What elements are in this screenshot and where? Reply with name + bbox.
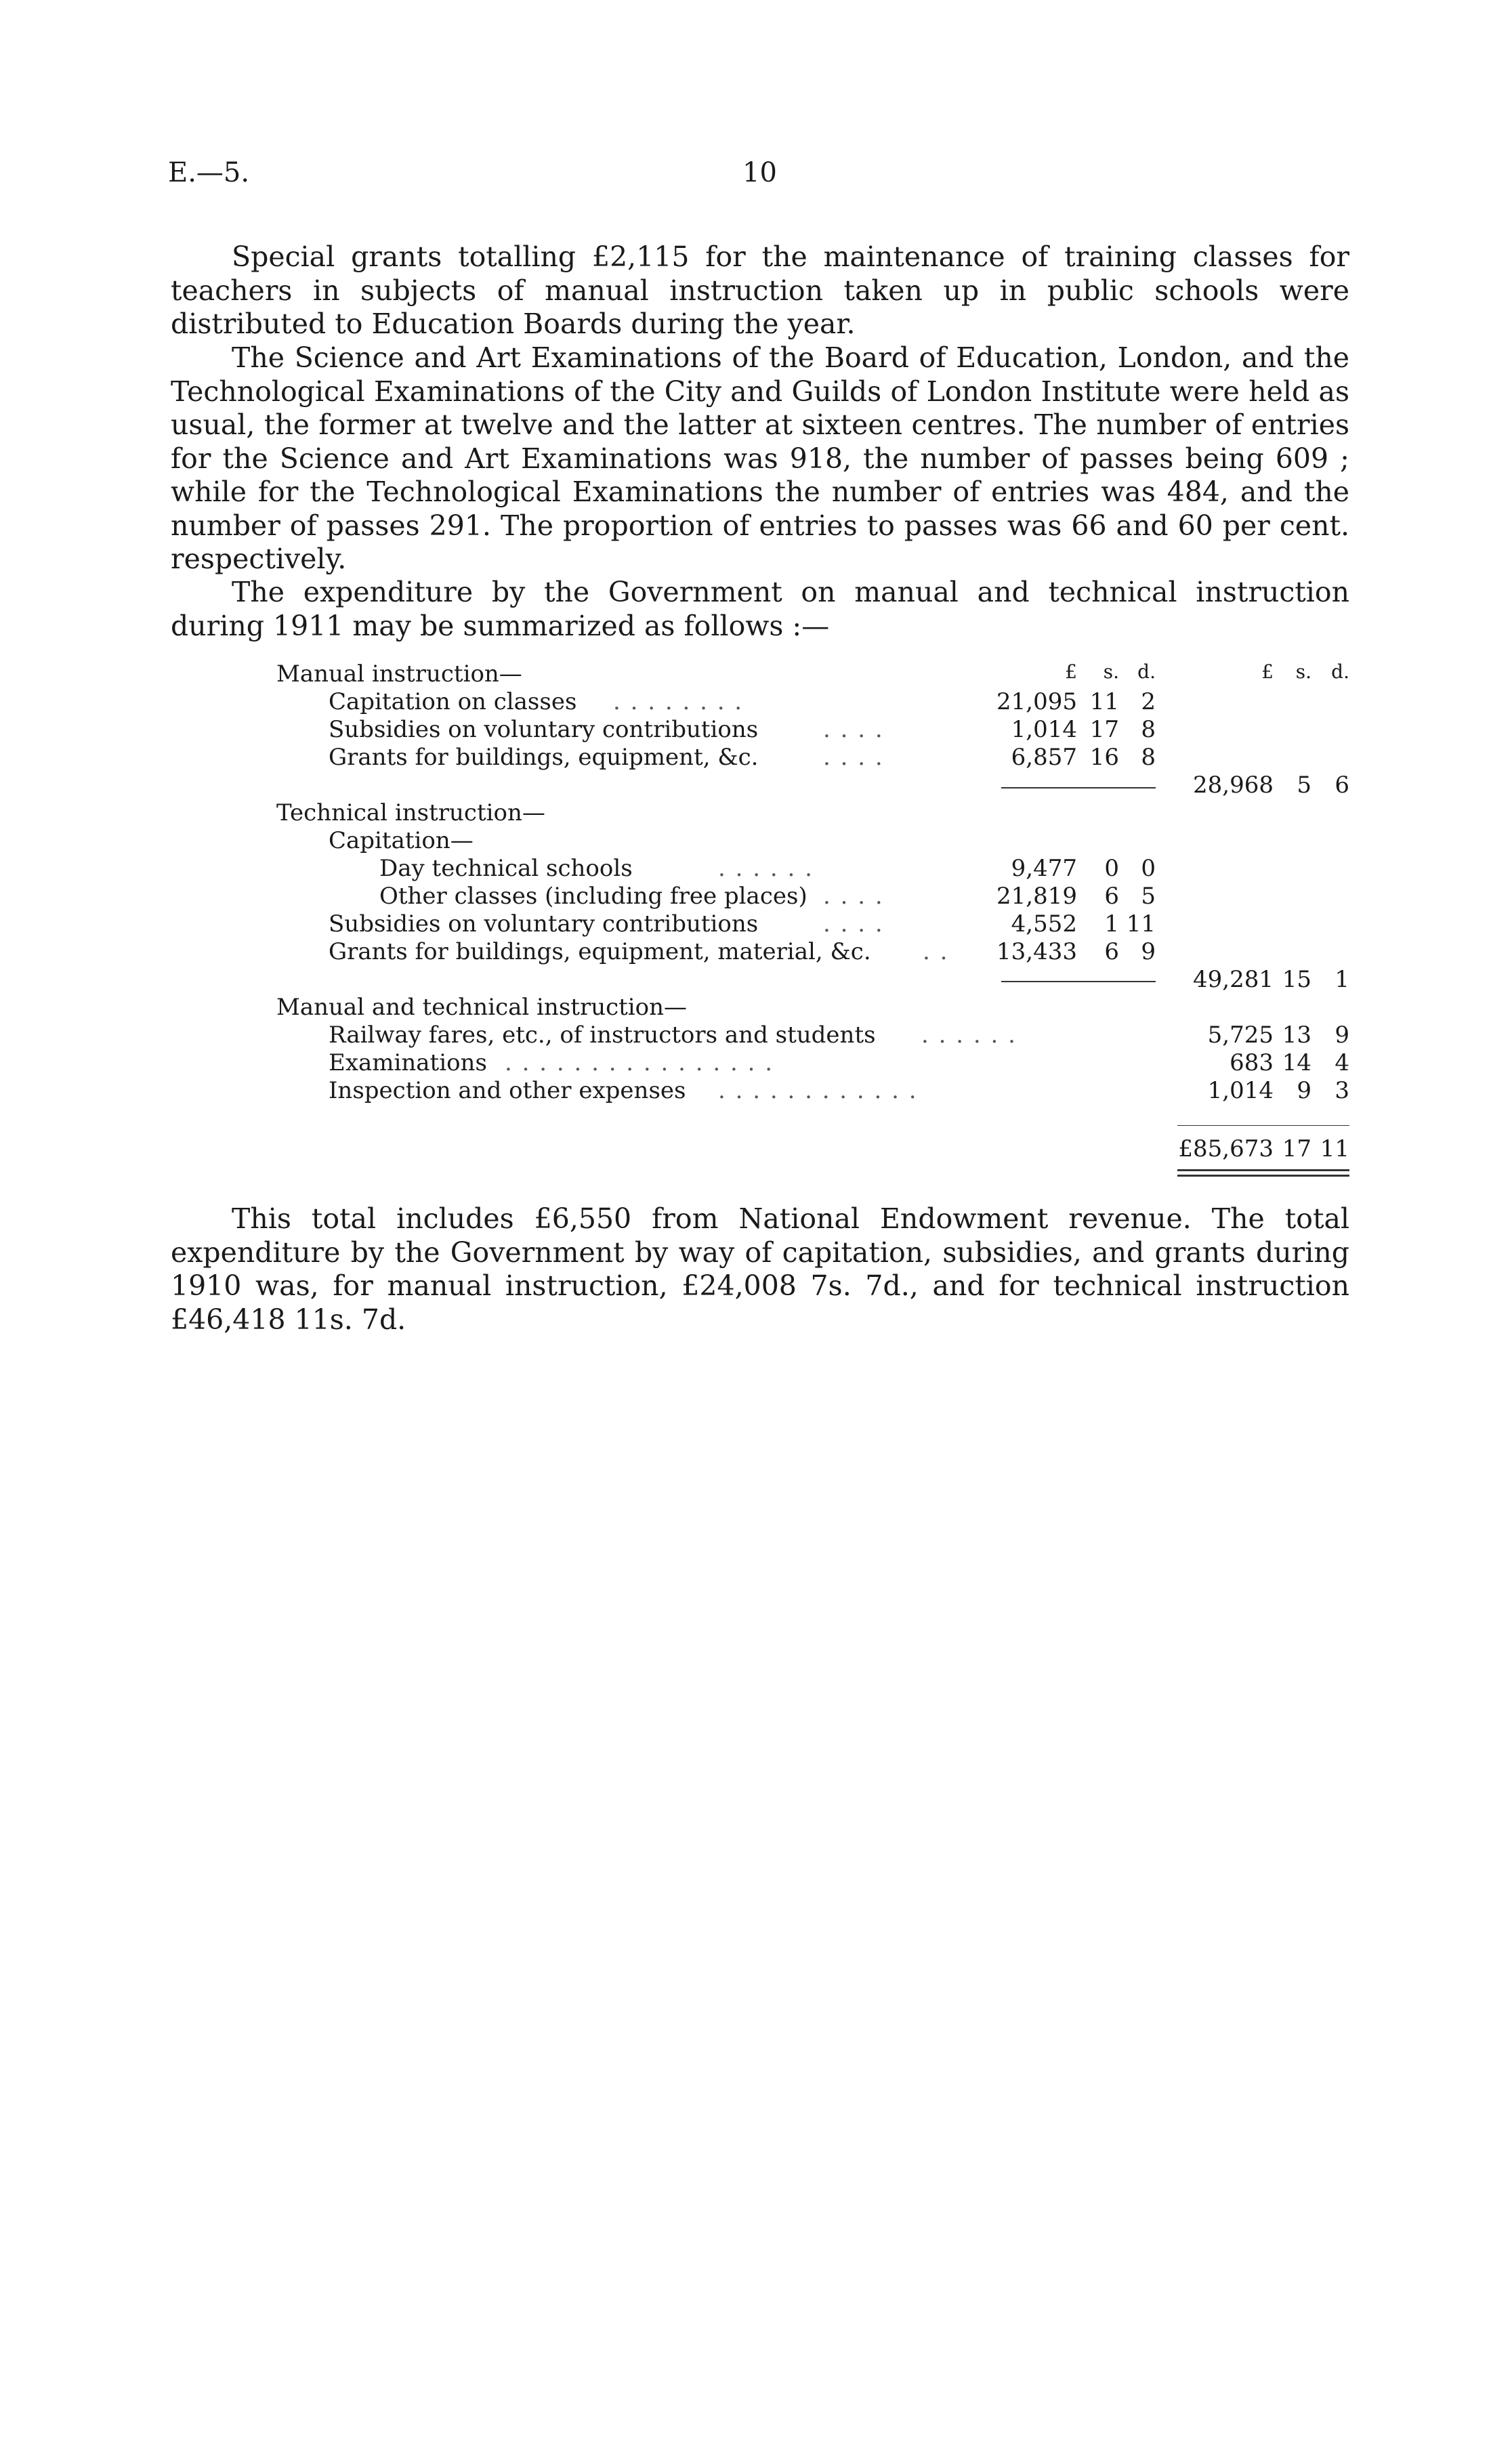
section-heading-manual-and-technical: Manual and technical instruction—: [276, 994, 688, 1021]
subsection-heading-capitation: Capitation—: [329, 827, 474, 854]
amount-pounds: 21,819: [996, 883, 1077, 910]
subtotal-row-manual: [0, 772, 1512, 800]
total-top-rule: [1177, 1125, 1349, 1126]
total-shillings: 17: [1282, 1135, 1311, 1162]
section-heading-technical: Technical instruction—: [276, 799, 545, 826]
row-label: Inspection and other expenses: [329, 1077, 686, 1104]
amount-pounds: 9,477: [1011, 855, 1077, 882]
amount-pounds: 1,014: [1207, 1077, 1274, 1104]
total-double-rule-2: [1177, 1175, 1349, 1177]
row-label: Examinations: [329, 1049, 487, 1076]
amount-shillings: 0: [1104, 855, 1119, 882]
amount-pounds: 5,725: [1207, 1022, 1274, 1049]
amount-pence: 9: [1335, 1022, 1349, 1049]
row-label: Railway fares, etc., of instructors and students: [329, 1022, 876, 1049]
leader-dots: . . . . . . . .: [613, 688, 744, 715]
amount-shillings: 14: [1282, 1049, 1311, 1076]
row-label: Grants for buildings, equipment, &c.: [329, 744, 759, 771]
amount-pounds: 4,552: [1011, 910, 1077, 938]
amount-pence: 5: [1141, 883, 1156, 910]
amount-pounds: 683: [1230, 1049, 1274, 1076]
table-row: [0, 1022, 1512, 1050]
row-label: Capitation on classes: [329, 688, 577, 715]
table-row: [0, 1049, 1512, 1078]
amount-pence: 0: [1141, 855, 1156, 882]
subsection-heading-row: [0, 827, 1512, 856]
table-row: [0, 938, 1512, 967]
document-reference: E.—5.: [168, 157, 250, 188]
row-label: Grants for buildings, equipment, material, &c.: [329, 938, 871, 965]
leader-dots: . . . .: [823, 910, 884, 938]
paragraph-special-grants: Special grants totalling £2,115 for the maintenance of training classes for teachers in subjects of manual instruction taken up in public schools were distributed to Education Boards during the year.: [171, 240, 1349, 340]
page-number: 10: [742, 157, 777, 188]
amount-pence: 9: [1141, 938, 1156, 965]
col-header-pence-total: d.: [1331, 660, 1349, 683]
leader-dots: . . . .: [823, 883, 884, 910]
leader-dots: . . . .: [823, 716, 884, 743]
amount-shillings: 17: [1089, 716, 1119, 743]
table-row: [0, 855, 1512, 883]
amount-pounds: 13,433: [996, 938, 1077, 965]
row-label: Day technical schools: [379, 855, 633, 882]
subtotal-shillings: 15: [1282, 966, 1311, 993]
leader-dots: . .: [923, 938, 949, 965]
amount-shillings: 9: [1297, 1077, 1311, 1104]
amount-pounds: 1,014: [1011, 716, 1077, 743]
row-label: Subsidies on voluntary contributions: [329, 910, 759, 938]
section-heading-row: [0, 799, 1512, 828]
amount-shillings: 11: [1089, 688, 1119, 715]
total-pounds: £85,673: [1178, 1135, 1274, 1162]
col-header-shillings: s.: [1103, 660, 1119, 683]
amount-pounds: 21,095: [996, 688, 1077, 715]
section-heading-manual: Manual instruction—: [276, 660, 522, 688]
table-row: [0, 716, 1512, 744]
col-header-shillings-total: s.: [1295, 660, 1311, 683]
row-label: Subsidies on voluntary contributions: [329, 716, 759, 743]
table-row: [0, 910, 1512, 939]
row-label: Other classes (including free places): [379, 883, 807, 910]
leader-dots: . . . . . . . . . . . . . . . .: [505, 1049, 774, 1076]
amount-pence: 8: [1141, 744, 1156, 771]
amount-pence: 2: [1141, 688, 1156, 715]
section-heading-row: [0, 994, 1512, 1022]
amount-pence: 11: [1126, 910, 1156, 938]
table-row: [0, 744, 1512, 772]
table-row: [0, 1077, 1512, 1106]
amount-pence: 3: [1335, 1077, 1349, 1104]
leader-dots: . . . . . .: [921, 1022, 1017, 1049]
total-double-rule-1: [1177, 1169, 1349, 1171]
amount-shillings: 16: [1089, 744, 1119, 771]
paragraph-examinations: The Science and Art Examinations of the Board of Education, London, and the Technological Examinations of the City and Guilds of London Institute were held as usual, the former at twelve and the latter at sixteen centres. The number of entries for the Science and Art Examinations was 918, the number of passes being 609 ; while for the Technological Examinations the number of entries was 484, and the number of passes 291. The proportion of entries to passes was 66 and 60 per cent. respectively.: [171, 341, 1349, 575]
paragraph-total-includes: This total includes £6,550 from National Endowment revenue. The total expenditure by the Government by way of capitation, subsidies, and grants during 1910 was, for manual instruction, £24,008 7s. 7d., and for technical instruction £46,418 11s. 7d.: [171, 1202, 1349, 1336]
subtotal-pence: 6: [1335, 772, 1349, 799]
col-header-pence: d.: [1137, 660, 1156, 683]
grand-total-row: [0, 1135, 1512, 1164]
subtotal-shillings: 5: [1297, 772, 1311, 799]
amount-pounds: 6,857: [1011, 744, 1077, 771]
col-header-pounds: £: [1065, 660, 1077, 683]
amount-shillings: 1: [1104, 910, 1119, 938]
table-row: [0, 883, 1512, 911]
amount-pence: 8: [1141, 716, 1156, 743]
table-row: [0, 688, 1512, 717]
amount-pence: 4: [1335, 1049, 1349, 1076]
leader-dots: . . . .: [823, 744, 884, 771]
amount-shillings: 6: [1104, 883, 1119, 910]
table-header-row: [0, 660, 1512, 689]
paragraph-expenditure-intro: The expenditure by the Government on manual and technical instruction during 1911 may be summarized as follows :—: [171, 576, 1349, 642]
subtotal-pounds: 28,968: [1193, 772, 1274, 799]
col-header-pounds-total: £: [1261, 660, 1274, 683]
subtotal-row-technical: [0, 966, 1512, 994]
total-pence: 11: [1320, 1135, 1349, 1162]
subtotal-pounds: 49,281: [1193, 966, 1274, 993]
subtotal-pence: 1: [1335, 966, 1349, 993]
amount-shillings: 6: [1104, 938, 1119, 965]
leader-dots: . . . . . . . . . . . .: [718, 1077, 918, 1104]
leader-dots: . . . . . .: [718, 855, 814, 882]
amount-shillings: 13: [1282, 1022, 1311, 1049]
